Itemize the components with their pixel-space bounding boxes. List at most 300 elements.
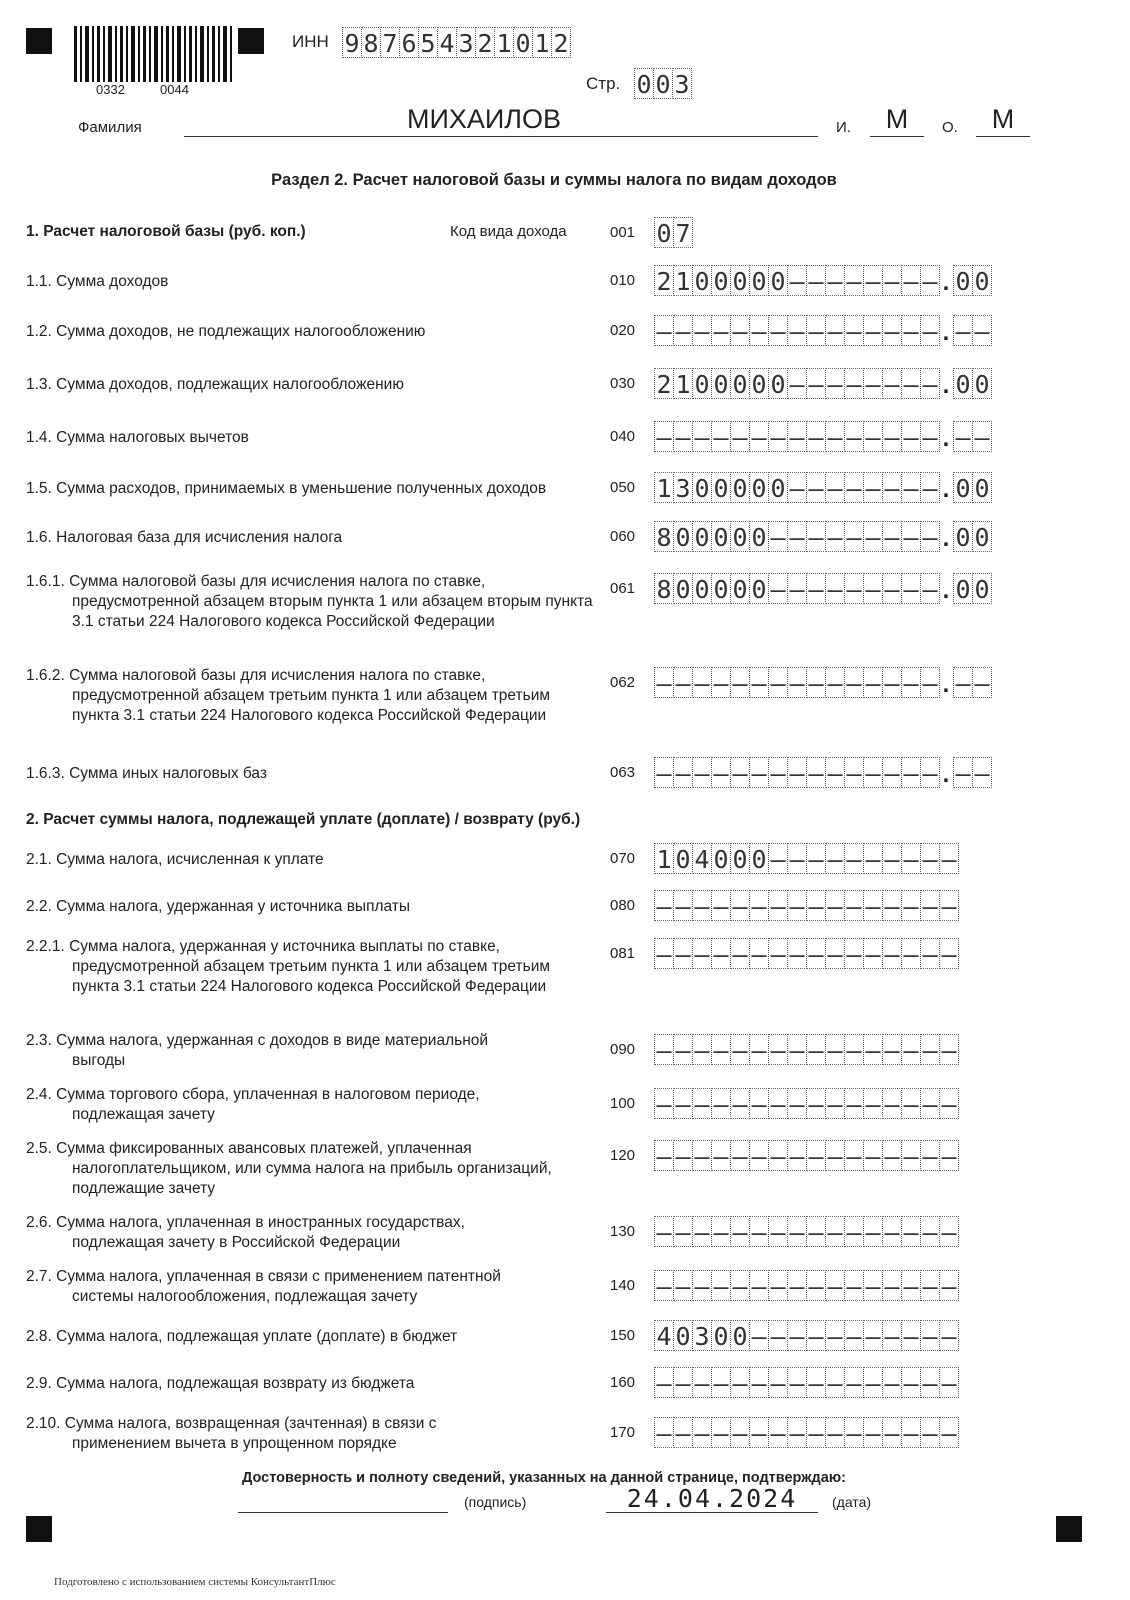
char-cell: 9 [342, 27, 362, 58]
char-cell: – [901, 368, 921, 399]
char-cell: – [844, 573, 864, 604]
char-cell: – [768, 1320, 788, 1351]
char-cell: – [844, 1034, 864, 1065]
char-cell: – [972, 315, 992, 346]
char-cell: – [863, 1216, 883, 1247]
char-cell: – [920, 1367, 940, 1398]
date-value: 24.04.2024 [626, 1484, 798, 1513]
char-cell: 8 [654, 573, 674, 604]
initial-i-value: М [885, 104, 909, 134]
char-cell: – [844, 368, 864, 399]
char-cell: – [901, 265, 921, 296]
line-code: 030 [610, 375, 636, 392]
char-cell: – [844, 1417, 864, 1448]
char-cell: – [901, 1270, 921, 1301]
char-cell: 0 [673, 521, 693, 552]
line-code: 081 [610, 945, 636, 962]
char-cell: – [806, 1417, 826, 1448]
char-cell: – [654, 315, 674, 346]
char-cell: – [920, 1216, 940, 1247]
char-cell: – [692, 890, 712, 921]
char-cell: – [825, 1320, 845, 1351]
char-cell: 0 [749, 265, 769, 296]
line-code: 100 [610, 1095, 636, 1112]
amount-cells [654, 1367, 958, 1398]
char-cell: – [730, 1417, 750, 1448]
row-label-text: 1.4. Сумма налоговых вычетов [26, 429, 249, 446]
row-label-text: 1.6.1. Сумма налоговой базы для исчисления налога по ставке, [26, 573, 486, 590]
initial-o-label: О. [942, 119, 958, 136]
char-cell: – [825, 938, 845, 969]
char-cell: 0 [972, 573, 992, 604]
char-cell: 0 [749, 472, 769, 503]
char-cell: – [749, 1320, 769, 1351]
amount-cells [654, 757, 991, 793]
char-cell: – [863, 938, 883, 969]
char-cell: – [730, 757, 750, 788]
char-cell: – [901, 843, 921, 874]
row-label-continuation: налогоплательщиком, или сумма налога на прибыль организаций, подлежащие зачету [72, 1160, 552, 1197]
char-cell: – [711, 1140, 731, 1171]
char-cell: 0 [711, 843, 731, 874]
char-cell: – [863, 843, 883, 874]
char-cell: – [749, 421, 769, 452]
corner-marker-top-left [26, 28, 52, 54]
char-cell: – [825, 573, 845, 604]
char-cell: – [806, 1088, 826, 1119]
char-cell: – [692, 1034, 712, 1065]
char-cell: – [901, 1417, 921, 1448]
char-cell: 0 [749, 521, 769, 552]
char-cell: – [768, 1216, 788, 1247]
char-cell: – [654, 1216, 674, 1247]
char-cell: – [673, 1034, 693, 1065]
line-code: 060 [610, 528, 636, 545]
char-cell: – [692, 1417, 712, 1448]
char-cell: – [882, 843, 902, 874]
decimal-point: . [942, 319, 950, 346]
row-label-text: 1.3. Сумма доходов, подлежащих налогообложению [26, 376, 404, 393]
char-cell: – [730, 315, 750, 346]
char-cell: 1 [494, 27, 514, 58]
line-code: 120 [610, 1147, 636, 1164]
row-label-text: 2.1. Сумма налога, исчисленная к уплате [26, 851, 324, 868]
char-cell: – [939, 1140, 959, 1171]
char-cell: – [882, 472, 902, 503]
char-cell: 0 [730, 265, 750, 296]
char-cell: – [787, 1088, 807, 1119]
row-label-text: 1.6.3. Сумма иных налоговых баз [26, 765, 267, 782]
char-cell: – [901, 1088, 921, 1119]
char-cell: 0 [972, 368, 992, 399]
char-cell: – [749, 1140, 769, 1171]
char-cell: 3 [673, 472, 693, 503]
char-cell: 0 [953, 265, 973, 296]
char-cell: 0 [768, 368, 788, 399]
char-cell: – [825, 757, 845, 788]
char-cell: 0 [749, 573, 769, 604]
char-cell: – [806, 315, 826, 346]
row-label-continuation: выгоды [72, 1052, 126, 1069]
char-cell: – [787, 315, 807, 346]
char-cell: – [711, 1088, 731, 1119]
barcode-number-left: 0332 [96, 82, 125, 97]
char-cell: – [825, 1270, 845, 1301]
row-label [26, 1031, 596, 1071]
char-cell: – [654, 1140, 674, 1171]
amount-cells [654, 368, 991, 404]
amount-cells [654, 265, 991, 301]
char-cell: – [939, 1216, 959, 1247]
char-cell: – [711, 1034, 731, 1065]
char-cell: – [901, 890, 921, 921]
row-label-text: 2.3. Сумма налога, удержанная с доходов в виде материальной [26, 1032, 489, 1049]
char-cell: – [863, 1417, 883, 1448]
char-cell: – [939, 1367, 959, 1398]
char-cell: – [844, 1270, 864, 1301]
char-cell: 2 [654, 265, 674, 296]
row-label-text: 2.4. Сумма торгового сбора, уплаченная в налоговом периоде, [26, 1086, 480, 1103]
char-cell: – [882, 938, 902, 969]
line-code: 020 [610, 322, 636, 339]
char-cell: – [730, 1367, 750, 1398]
char-cell: – [939, 1417, 959, 1448]
row-label [26, 764, 596, 784]
row-label [26, 666, 596, 726]
char-cell: – [673, 1367, 693, 1398]
char-cell: – [787, 1034, 807, 1065]
char-cell: – [654, 938, 674, 969]
char-cell: – [806, 1216, 826, 1247]
char-cell: – [939, 1320, 959, 1351]
char-cell: – [863, 1270, 883, 1301]
char-cell: – [749, 757, 769, 788]
row-label [26, 322, 596, 342]
char-cell: 0 [653, 68, 673, 99]
char-cell: – [673, 1417, 693, 1448]
amount-cells [654, 1140, 958, 1171]
char-cell: 0 [730, 368, 750, 399]
row-label [26, 1414, 596, 1454]
initial-i-underline [870, 136, 924, 137]
char-cell: – [939, 890, 959, 921]
char-cell: – [920, 1320, 940, 1351]
char-cell: – [806, 368, 826, 399]
char-cell: – [787, 1270, 807, 1301]
inn-cells [342, 27, 570, 58]
barcode-number-right: 0044 [160, 82, 189, 97]
char-cell: 0 [673, 573, 693, 604]
line-code: 062 [610, 674, 636, 691]
inn-label: ИНН [292, 32, 329, 51]
char-cell: – [787, 1367, 807, 1398]
char-cell: – [787, 573, 807, 604]
char-cell: – [825, 1367, 845, 1398]
char-cell: – [730, 1140, 750, 1171]
char-cell: – [654, 1088, 674, 1119]
char-cell: – [920, 368, 940, 399]
initial-o-value: М [991, 104, 1015, 134]
char-cell: 0 [730, 472, 750, 503]
char-cell: – [730, 1270, 750, 1301]
row-label [26, 479, 596, 499]
amount-cells [654, 1270, 958, 1301]
row-label [26, 528, 596, 548]
char-cell: – [953, 757, 973, 788]
char-cell: – [749, 1270, 769, 1301]
amount-cells [654, 667, 991, 703]
char-cell: – [768, 1034, 788, 1065]
decimal-point: . [942, 476, 950, 503]
char-cell: – [939, 938, 959, 969]
char-cell: 4 [654, 1320, 674, 1351]
char-cell: – [711, 1270, 731, 1301]
line-code: 090 [610, 1041, 636, 1058]
char-cell: – [806, 573, 826, 604]
row-label-text: 1.6.2. Сумма налоговой базы для исчисления налога по ставке, [26, 667, 486, 684]
char-cell: – [882, 1216, 902, 1247]
char-cell: – [920, 667, 940, 698]
row-label [26, 572, 596, 632]
amount-cells [654, 1088, 958, 1119]
char-cell: – [882, 1088, 902, 1119]
char-cell: 4 [437, 27, 457, 58]
row-label [26, 1213, 596, 1253]
char-cell: – [787, 667, 807, 698]
char-cell: – [863, 472, 883, 503]
char-cell: – [806, 1140, 826, 1171]
char-cell: – [768, 1088, 788, 1119]
char-cell: – [806, 1367, 826, 1398]
char-cell: – [768, 667, 788, 698]
part1-title: 1. Расчет налоговой базы (руб. коп.) [26, 223, 306, 240]
char-cell: – [673, 757, 693, 788]
char-cell: – [844, 843, 864, 874]
char-cell: – [863, 1088, 883, 1119]
char-cell: – [825, 315, 845, 346]
char-cell: – [901, 1367, 921, 1398]
amount-cells [654, 521, 991, 557]
char-cell: – [863, 368, 883, 399]
row-label [26, 1327, 596, 1347]
row-label-text: 2.5. Сумма фиксированных авансовых платежей, уплаченная [26, 1140, 472, 1157]
char-cell: 0 [673, 843, 693, 874]
line-code: 070 [610, 850, 636, 867]
income-type-code: 001 [610, 224, 636, 241]
line-code: 170 [610, 1424, 636, 1441]
char-cell: – [825, 368, 845, 399]
char-cell: – [825, 1417, 845, 1448]
char-cell: – [787, 757, 807, 788]
signature-line [238, 1512, 448, 1513]
char-cell: – [863, 667, 883, 698]
char-cell: 0 [673, 1320, 693, 1351]
char-cell: – [882, 265, 902, 296]
char-cell: – [939, 1034, 959, 1065]
char-cell: – [749, 1034, 769, 1065]
corner-marker-bottom-right [1056, 1516, 1082, 1542]
line-code: 130 [610, 1223, 636, 1240]
char-cell: – [920, 1417, 940, 1448]
char-cell: – [749, 1417, 769, 1448]
char-cell: 8 [361, 27, 381, 58]
char-cell: – [844, 1140, 864, 1171]
char-cell: 1 [532, 27, 552, 58]
char-cell: – [654, 757, 674, 788]
char-cell: – [825, 472, 845, 503]
char-cell: – [920, 265, 940, 296]
amount-cells [654, 1034, 958, 1065]
char-cell: – [901, 757, 921, 788]
decimal-point: . [942, 425, 950, 452]
char-cell: – [749, 938, 769, 969]
char-cell: – [825, 1034, 845, 1065]
char-cell: – [787, 843, 807, 874]
row-label-text: 2.7. Сумма налога, уплаченная в связи с применением патентной [26, 1268, 501, 1285]
char-cell: – [939, 1088, 959, 1119]
char-cell: – [711, 421, 731, 452]
char-cell: 0 [730, 521, 750, 552]
line-code: 080 [610, 897, 636, 914]
char-cell: 0 [711, 521, 731, 552]
char-cell: – [806, 472, 826, 503]
initial-i-label: И. [836, 119, 851, 136]
char-cell: – [920, 315, 940, 346]
char-cell: 1 [673, 368, 693, 399]
char-cell: – [882, 315, 902, 346]
char-cell: – [844, 1367, 864, 1398]
row-label-continuation: подлежащая зачету [72, 1106, 215, 1123]
char-cell: – [692, 938, 712, 969]
char-cell: – [711, 890, 731, 921]
char-cell: – [749, 890, 769, 921]
decimal-point: . [942, 671, 950, 698]
char-cell: – [953, 667, 973, 698]
char-cell: – [749, 1216, 769, 1247]
barcode [74, 26, 262, 82]
char-cell: – [806, 938, 826, 969]
char-cell: – [654, 1417, 674, 1448]
char-cell: 0 [692, 265, 712, 296]
row-label-continuation: предусмотренной абзацем третьим пункта 1 или абзацем третьим пункта 3.1 статьи 224 Налогового кодекса Российской Федерации [72, 687, 551, 724]
char-cell: 1 [654, 843, 674, 874]
char-cell: 0 [730, 843, 750, 874]
row-label [26, 428, 596, 448]
char-cell: – [901, 573, 921, 604]
char-cell: – [953, 421, 973, 452]
char-cell: – [844, 890, 864, 921]
char-cell: – [673, 1270, 693, 1301]
char-cell: – [920, 1034, 940, 1065]
char-cell: – [939, 843, 959, 874]
row-label [26, 375, 596, 395]
char-cell: – [901, 421, 921, 452]
char-cell: – [844, 1216, 864, 1247]
income-type-label: Код вида дохода [450, 223, 567, 240]
row-label-text: 1.2. Сумма доходов, не подлежащих налогообложению [26, 323, 426, 340]
row-label-continuation: предусмотренной абзацем вторым пункта 1 или абзацем вторым пункта 3.1 статьи 224 Налогового кодекса Российской Федерации [72, 593, 593, 630]
signature-label: (подпись) [464, 1494, 527, 1510]
char-cell: – [844, 1320, 864, 1351]
char-cell: – [806, 1034, 826, 1065]
char-cell: 3 [672, 68, 692, 99]
char-cell: – [901, 1034, 921, 1065]
char-cell: – [768, 1270, 788, 1301]
char-cell: – [730, 1216, 750, 1247]
decimal-point: . [942, 372, 950, 399]
row-label [26, 897, 596, 917]
char-cell: 0 [654, 217, 674, 248]
char-cell: – [654, 421, 674, 452]
char-cell: 0 [749, 368, 769, 399]
char-cell: – [882, 1270, 902, 1301]
row-label [26, 1085, 596, 1125]
char-cell: – [711, 757, 731, 788]
char-cell: – [920, 472, 940, 503]
char-cell: – [787, 1417, 807, 1448]
amount-cells [654, 315, 991, 351]
char-cell: 0 [692, 368, 712, 399]
char-cell: – [863, 1140, 883, 1171]
char-cell: 0 [692, 573, 712, 604]
line-code: 010 [610, 272, 636, 289]
char-cell: 0 [711, 368, 731, 399]
char-cell: – [711, 1216, 731, 1247]
char-cell: – [972, 757, 992, 788]
char-cell: – [654, 890, 674, 921]
char-cell: – [844, 938, 864, 969]
row-label-text: 2.6. Сумма налога, уплаченная в иностранных государствах, [26, 1214, 465, 1231]
char-cell: 6 [399, 27, 419, 58]
char-cell: – [654, 1270, 674, 1301]
char-cell: – [711, 1417, 731, 1448]
char-cell: – [730, 938, 750, 969]
char-cell: – [673, 890, 693, 921]
char-cell: – [768, 573, 788, 604]
char-cell: 0 [634, 68, 654, 99]
char-cell: – [920, 938, 940, 969]
row-label-continuation: предусмотренной абзацем третьим пункта 1 или абзацем третьим пункта 3.1 статьи 224 Налогового кодекса Российской Федерации [72, 958, 551, 995]
char-cell: 0 [749, 843, 769, 874]
char-cell: 0 [972, 265, 992, 296]
decimal-point: . [942, 525, 950, 552]
char-cell: – [920, 757, 940, 788]
char-cell: – [863, 1320, 883, 1351]
char-cell: – [844, 757, 864, 788]
char-cell: – [806, 890, 826, 921]
row-label-text: 2.10. Сумма налога, возвращенная (зачтенная) в связи с [26, 1415, 437, 1432]
char-cell: – [806, 421, 826, 452]
char-cell: – [692, 315, 712, 346]
char-cell: 0 [513, 27, 533, 58]
row-label-text: 1.6. Налоговая база для исчисления налога [26, 529, 343, 546]
char-cell: – [863, 521, 883, 552]
char-cell: 0 [768, 265, 788, 296]
char-cell: – [692, 1270, 712, 1301]
char-cell: – [768, 1367, 788, 1398]
char-cell: – [901, 667, 921, 698]
char-cell: 1 [673, 265, 693, 296]
char-cell: 0 [730, 1320, 750, 1351]
char-cell: – [972, 667, 992, 698]
char-cell: 1 [654, 472, 674, 503]
char-cell: – [863, 1367, 883, 1398]
char-cell: – [730, 1034, 750, 1065]
income-type-cells [654, 217, 692, 248]
char-cell: – [901, 938, 921, 969]
char-cell: – [730, 667, 750, 698]
char-cell: – [882, 521, 902, 552]
